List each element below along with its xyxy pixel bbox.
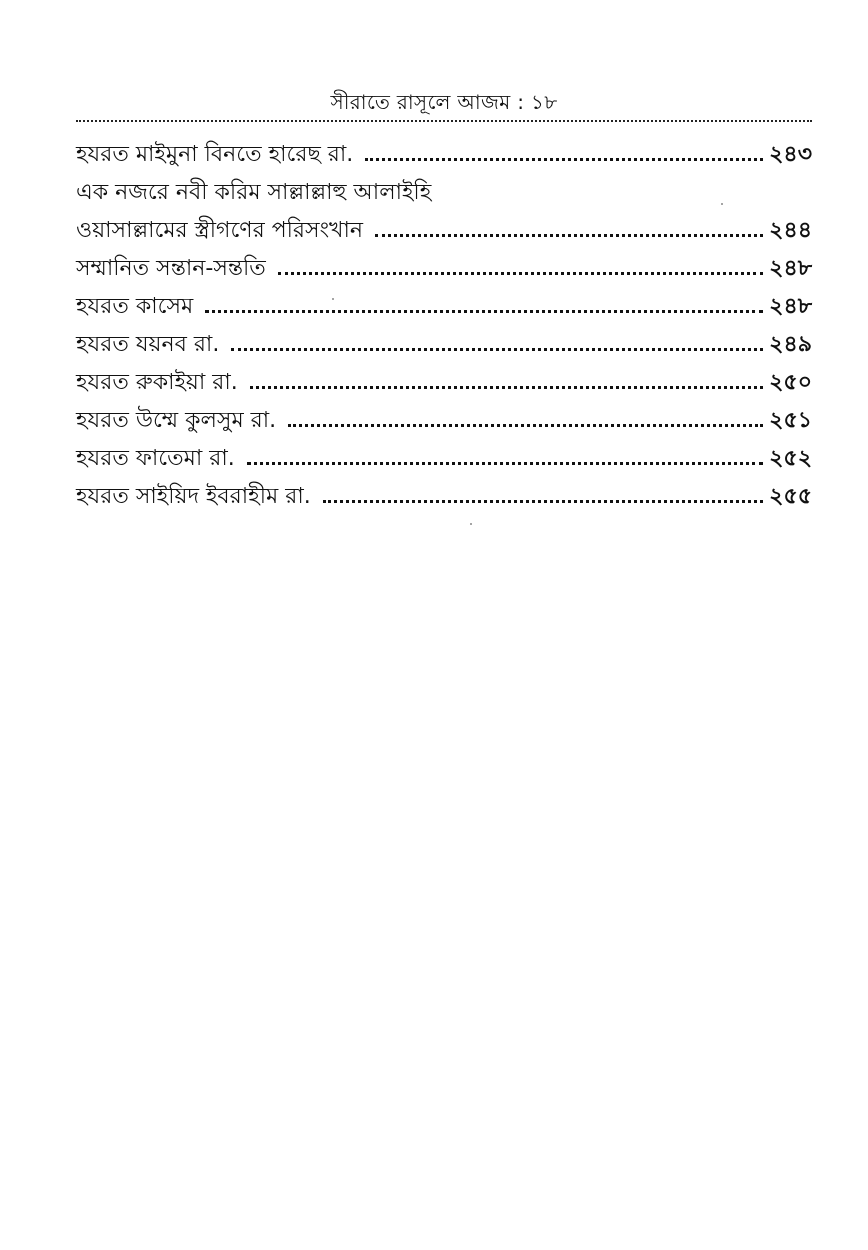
dot-leader [205, 310, 763, 313]
scan-speck [470, 523, 472, 525]
toc-entry-page: ২৪৮ [769, 294, 812, 319]
running-header: সীরাতে রাসূলে আজম : ১৮ [330, 90, 558, 114]
toc-entry-title: হযরত ফাতেমা রা. [76, 446, 235, 471]
dot-leader [365, 158, 763, 161]
toc-entry-title: সম্মানিত সন্তান-সন্ততি [76, 256, 266, 281]
toc-entry-page: ২৫২ [769, 446, 812, 471]
toc-entry [76, 440, 812, 478]
dot-leader [278, 272, 763, 275]
toc-entry-page: ২৫০ [769, 370, 812, 395]
toc-entry [76, 250, 812, 288]
toc-entry-title: হযরত উম্মে কুলসুম রা. [76, 408, 277, 433]
toc-entry-page: ২৪৪ [769, 218, 812, 243]
toc-entry-page: ২৫৫ [769, 484, 812, 509]
toc-entry-page: ২৫১ [769, 408, 812, 433]
toc-entry [76, 136, 812, 174]
toc-entry-title: হযরত সাইয়িদ ইবরাহীম রা. [76, 484, 311, 509]
toc-entry-title: ওয়াসাল্লামের স্ত্রীগণের পরিসংখান [76, 218, 363, 243]
toc-entry-first-line [76, 174, 812, 212]
toc-entry-page: ২৪৮ [769, 256, 812, 281]
dot-leader [323, 500, 763, 503]
dot-leader [250, 386, 763, 389]
toc-entry [76, 212, 812, 250]
toc-entry-title: হযরত যয়নব রা. [76, 332, 220, 357]
toc-entry [76, 288, 812, 326]
toc-entry-title: হযরত কাসেম [76, 294, 194, 319]
toc-entry [76, 402, 812, 440]
toc-entry [76, 364, 812, 402]
toc-entry-title: হযরত রুকাইয়া রা. [76, 370, 238, 395]
toc-entry [76, 326, 812, 364]
dot-leader [231, 348, 763, 351]
toc-entry-page: ২৪৯ [769, 332, 812, 357]
dot-leader [288, 424, 763, 427]
table-of-contents [76, 136, 812, 516]
toc-entry-title: এক নজরে নবী করিম সাল্লাল্লাহু আলাইহি [76, 180, 432, 205]
toc-entry-title: হযরত মাইমুনা বিনতে হারেছ রা. [76, 142, 354, 167]
scan-speck [332, 298, 334, 300]
toc-entry-page: ২৪৩ [769, 142, 812, 167]
header-dotted-rule [76, 120, 812, 122]
dot-leader [247, 462, 763, 465]
toc-entry [76, 478, 812, 516]
scan-speck [721, 203, 723, 205]
dot-leader [375, 234, 763, 237]
